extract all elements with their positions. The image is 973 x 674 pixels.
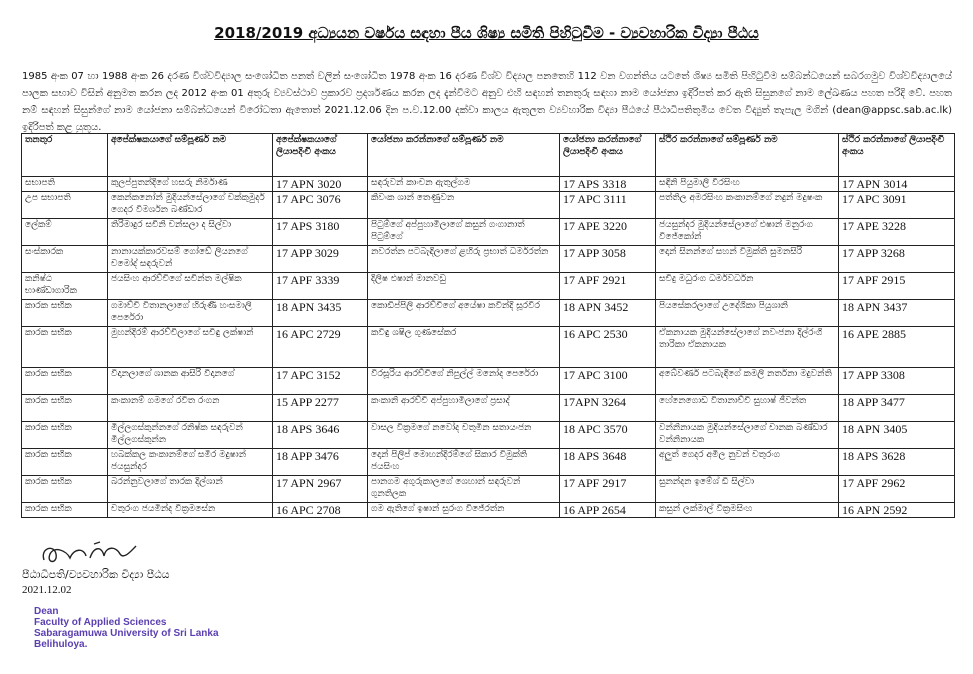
table-cell: 17 APC 3111 (560, 192, 656, 219)
table-cell: 17 APC 3091 (839, 192, 955, 219)
table-cell: 17 APP 3268 (839, 246, 955, 273)
stamp-line: Sabaragamuwa University of Sri Lanka (34, 628, 219, 639)
table-cell: පියසේකරලාගේ උදේශිකා පියුශානි (656, 300, 839, 327)
table-header-row (22, 134, 955, 177)
table-row (22, 273, 955, 300)
table-cell: හබක්කල කංකානම්ගේ සමීර මදුෂාන් ජයසුන්දර (108, 449, 273, 476)
table-cell: 18 APN 3435 (273, 300, 368, 327)
table-cell: ජයසුන්දර මුදියන්සේලාගේ එෂාන් මනුරංග විජේකෝන් (656, 219, 839, 246)
table-cell: ගම ඇතිගේ ඉෂාන් සුරංග විජේරත්න (368, 503, 560, 518)
table-cell: කෙන්කනෝන් මුදියන්සේලාගේ චක්කුමුදර් ගෙදර විමර්ශන බණ්ඩාර (108, 192, 273, 219)
table-row (22, 449, 955, 476)
table-cell: කාරක සභික (22, 422, 108, 449)
table-cell: 18 APS 3648 (560, 449, 656, 476)
table-cell: සභාපති (22, 177, 108, 192)
table-cell: වාසල වික්‍රමගේ නවෝද චතුමින සතායංජන (368, 422, 560, 449)
table-cell: සචිදු මධුරංග ධර්මවර්ධන (656, 273, 839, 300)
table-cell: කිවංක ශාන් තෙණුවන (368, 192, 560, 219)
stamp-line: Faculty of Applied Sciences (34, 617, 167, 628)
table-cell: පිටුම්ගේ අප්පුහාමිලාගේ කසුන් ගංගානාත් පිටුම්ගේ (368, 219, 560, 246)
table-cell: කාරක සභික (22, 476, 108, 503)
table-cell: පානගම අගුරුකාලගේ ශෙහාන් සඳරුවන් ගුනතිලක (368, 476, 560, 503)
table-cell: සඳරුවන් කාංචන ඇතුල්ගම (368, 177, 560, 192)
table-cell: 15 APP 2277 (273, 395, 368, 422)
table-cell: 17 APS 3318 (560, 177, 656, 192)
table-cell: කංකානම් ගමගේ රවිත රංගන (108, 395, 273, 422)
table-cell: මුහන්දිරම් ආරච්චිලාගේ සචිඳු ලක්ෂාන් (108, 327, 273, 368)
nominations-table (21, 133, 955, 518)
column-header: යෝජනා කරන්නාගේ සම්පූර්ණ නම (368, 134, 560, 177)
table-cell: තිරිමාදුර සචිනි චන්සලා ද සිල්වා (108, 219, 273, 246)
table-cell: කවිඳු ශෂිල ගුණසේකර (368, 327, 560, 368)
table-row (22, 395, 955, 422)
table-row (22, 327, 955, 368)
table-cell: උප සභාපති (22, 192, 108, 219)
table-cell: 17 APE 3228 (839, 219, 955, 246)
table-row (22, 503, 955, 518)
table-row (22, 476, 955, 503)
table-cell: 17 APF 3339 (273, 273, 368, 300)
table-cell: 16 APE 2885 (839, 327, 955, 368)
table-row (22, 219, 955, 246)
table-cell: 17 APC 3076 (273, 192, 368, 219)
table-cell: කාරක සභික (22, 503, 108, 518)
table-cell: 18 APN 3452 (560, 300, 656, 327)
table-cell: 17 APN 2967 (273, 476, 368, 503)
table-cell: 17 APS 3180 (273, 219, 368, 246)
table-cell: 17 APN 3014 (839, 177, 955, 192)
table-cell: 17 APF 2921 (560, 273, 656, 300)
table-cell: විදානලාගේ ශානක ආසිරි විදානගේ (108, 368, 273, 395)
table-row (22, 192, 955, 219)
table-row (22, 368, 955, 395)
table-cell: කුලප්පුතන්දිගේ හසරු නිර්මාණ (108, 177, 273, 192)
table-cell: ලේකම් (22, 219, 108, 246)
table-cell: ජයසිංහ ආරච්චිගේ සචින්ත මල්ෂික (108, 273, 273, 300)
table-cell: කාරක සභික (22, 449, 108, 476)
table-cell: කාරක සභික (22, 395, 108, 422)
table-cell: 17 APP 3308 (839, 368, 955, 395)
intro-paragraph: 1985 අංක 07 හා 1988 අංක 26 දරණ විශ්වවිද්‍යාල සංශෝධිත පනත් වලින් සංශෝධිත 1978 අංක 16 දරණ විශ්ව විද්‍යාල පනතෙහි 112 වන වගන්තිය යටතේ ශිෂ්‍ය සමිති පිහිටුවීම සම්බන්ධයෙන් සබරගමුව විශ්වවිද්‍යාලයේ පාලක සභාව විසින් අනුමත කරන ලද 2012 අංක 01 අතුරු ව්‍යවස්ථාව ප්‍රකාරව ප්‍රදර්ශණය කරන ලද දැන්වීමට අනුව එහි සඳහන් තනතුරු සඳහා නාම යෝජනා ඉදිරිපත් කර ඇති සිසුනගේ නාම ලේඛණය පහත පරිදි වේ. පහත නම් සඳහන් සිසුන්ගේ නාම යෝජනා සම්බන්ධයෙන් විරෝධතා ඇතොත් 2021.12.06 දින ප.ව.12.00 දක්වා කාලය ඇතුලත ව්‍යවහාරික විද්‍යා පීඨයේ පීඨාධිපතිතුමිය වෙත විද්‍යුත් තැපැල මගින් (dean@appsc.sab.ac.lk) ඉදිරිපත් කළ යුතුය. (22, 71, 952, 133)
signature-image (36, 540, 146, 568)
table-cell: 17 APF 2917 (560, 476, 656, 503)
table-cell: නානායක්කාරවසම් ගෝඩේ ලියනගේ චමෝද් සඳරුවන් (108, 246, 273, 273)
table-cell: 16 APC 2729 (273, 327, 368, 368)
table-cell: සංස්කාරක (22, 246, 108, 273)
stamp-line: Dean (34, 606, 59, 617)
signature-date: 2021.12.02 (22, 584, 72, 596)
table-row (22, 422, 955, 449)
table-cell: බරන්නුවලාගේ තාරක දිල්ශාන් (108, 476, 273, 503)
table-cell: 18 APP 3477 (839, 395, 955, 422)
table-cell: 17 APE 3220 (560, 219, 656, 246)
table-cell: 17 APP 3058 (560, 246, 656, 273)
table-cell: දොන් පිලිප් මොහන්දිරම්ගේ සිකාර විමුක්ති ජයසිංහ (368, 449, 560, 476)
table-cell: 18 APN 3437 (839, 300, 955, 327)
table-cell: කාරක සභික (22, 300, 108, 327)
stamp-line: Belihuloya. (34, 639, 88, 650)
table-cell: කාරක සභික (22, 368, 108, 395)
column-header: අපේක්ෂකයාගේ ලියාපදිංචි අංකය (273, 134, 368, 177)
table-cell: 17 APF 2962 (839, 476, 955, 503)
table-cell: මිල්ලගස්කුන්නගේ රනිෂ්ක සඳරුවන් මිල්ලගස්කුන්න (108, 422, 273, 449)
table-cell: 16 APC 2708 (273, 503, 368, 518)
column-header: යෝජනා කරන්නාගේ ලියාපදිංචි අංකය (560, 134, 656, 177)
table-row (22, 246, 955, 273)
signatory-title: පීඨාධිපති/ව්‍යවහාරික විද්‍යා පීඨය (22, 568, 170, 581)
table-cell: අබේවර්ණ පටබැඳිගේ කමලි නර්තනා මදුවන්ති (656, 368, 839, 395)
table-cell: 17 APC 3100 (560, 368, 656, 395)
table-cell: නවරත්න පටබැඳිලාගේ ළහිරු ප්‍රභාත් ධර්මරත්න (368, 246, 560, 273)
table-cell: සඳිනි පියුමාලි වීරසිංහ (656, 177, 839, 192)
table-cell: කසුන් ලක්මාල් වික්‍රමසිංහ (656, 503, 839, 518)
table-cell: 17APN 3264 (560, 395, 656, 422)
table-cell: කනිෂ්ඨ භාණ්ඩාගාරික (22, 273, 108, 300)
table-cell: 18 APS 3628 (839, 449, 955, 476)
table-cell: ඒකනායක මුදියන්සේලාගේ නවංජනා දිල්රංගි තාරිකා ඒකනායක (656, 327, 839, 368)
table-cell: දිලිෂ එෂාන් මානවඩු (368, 273, 560, 300)
table-cell: අලුත් ගෙදර අමිල නුවන් චතුරංග (656, 449, 839, 476)
table-cell: 16 APN 2592 (839, 503, 955, 518)
table-cell: කොඩිප්පිලි ආරච්චිගේ අයේෂා කවින්දි සූරවීර (368, 300, 560, 327)
table-row (22, 300, 955, 327)
table-cell: 16 APP 2654 (560, 503, 656, 518)
column-header: තනතුර (22, 134, 108, 177)
table-cell: 16 APC 2530 (560, 327, 656, 368)
table-cell: විරසූරිය ආරච්චිගේ නිපුල්ල් මනෝද පෙරේරා (368, 368, 560, 395)
table-cell: චතුරංග ජයමින්ද වික්‍රමසේන (108, 503, 273, 518)
table-cell: වන්නිනායක මුදියන්සේලාගේ චානක බණ්ඩාර වන්නිනායක (656, 422, 839, 449)
table-cell: 18 APC 3570 (560, 422, 656, 449)
table-cell: කංකානි ආරච්චි අප්පුහාමිලාගේ ප්‍රසාද් (368, 395, 560, 422)
table-cell: 17 APC 3152 (273, 368, 368, 395)
column-header: ස්ථිර කරන්නාගේ සම්පූර්ණ නම (656, 134, 839, 177)
table-cell: කාරක සභික (22, 327, 108, 368)
document-title: 2018/2019 අධ්‍යයන වර්ෂය සඳහා පීය ශිෂ්‍ය සමිති පිහිටුවීම - ව්‍යවහාරික විද්‍යා පීඨය (214, 24, 759, 42)
table-cell: 18 APP 3476 (273, 449, 368, 476)
table-row (22, 177, 955, 192)
table-body (22, 177, 955, 518)
table-cell: 17 APF 2915 (839, 273, 955, 300)
column-header: අපේක්ෂකයාගේ සම්පූර්ණ නම (108, 134, 273, 177)
table-cell: ගමාච්චි විතානලාගේ හිරුණි හංසමාලි පෙරේරා (108, 300, 273, 327)
official-stamp (34, 606, 219, 650)
column-header: ස්ථිර කරන්නාගේ ලියාපදිංචි අංකය (839, 134, 955, 177)
table-cell: පත්තිල අමරසිංහ කංකානම්ගේ නදුන් මදුෂංක (656, 192, 839, 219)
table-cell: හේනෙගොඩ විතානාච්චි සුහාෂ් ජීවන්ත (656, 395, 839, 422)
table-cell: 18 APS 3646 (273, 422, 368, 449)
table-cell: සුනන්දන ඉමේශ් ඩි සිල්වා (656, 476, 839, 503)
table-cell: 17 APP 3029 (273, 246, 368, 273)
table-cell: 17 APN 3020 (273, 177, 368, 192)
table-cell: දොන් සිනන්ගේ සහන් විමුක්ති සුමනසිරි (656, 246, 839, 273)
table-cell: 18 APN 3405 (839, 422, 955, 449)
